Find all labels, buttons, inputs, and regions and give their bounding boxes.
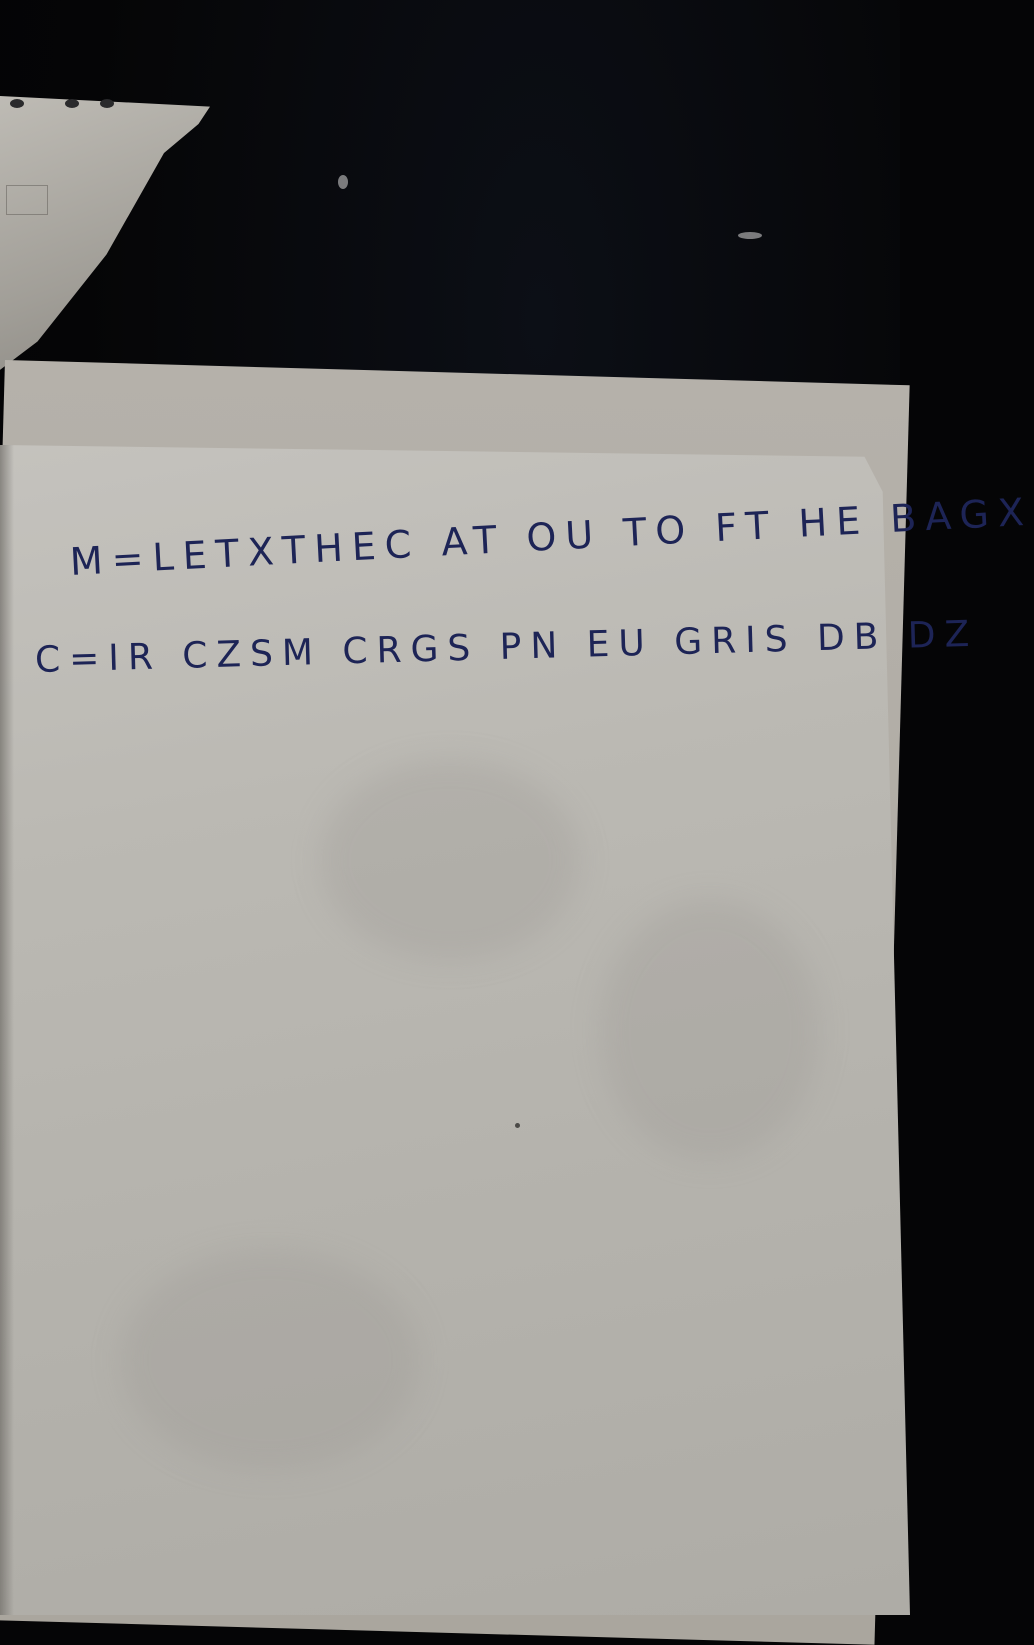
background-sketch xyxy=(6,185,48,215)
background-paper xyxy=(0,95,210,385)
paper-smudge xyxy=(600,900,820,1160)
light-reflection xyxy=(738,232,762,239)
handwritten-line-2: C=IR CZSM CRGS PN EU GRIS DB DZ xyxy=(34,613,979,681)
paper-edge-shadow xyxy=(0,445,14,1615)
paper-smudge xyxy=(320,760,580,960)
light-reflection xyxy=(338,175,348,189)
handwritten-line-1: M=LETXTHEC AT OU TO FT HE BAGX xyxy=(68,489,1034,584)
paper-smudge xyxy=(120,1250,420,1470)
paper-mark xyxy=(515,1123,520,1128)
binder-holes xyxy=(10,97,120,111)
